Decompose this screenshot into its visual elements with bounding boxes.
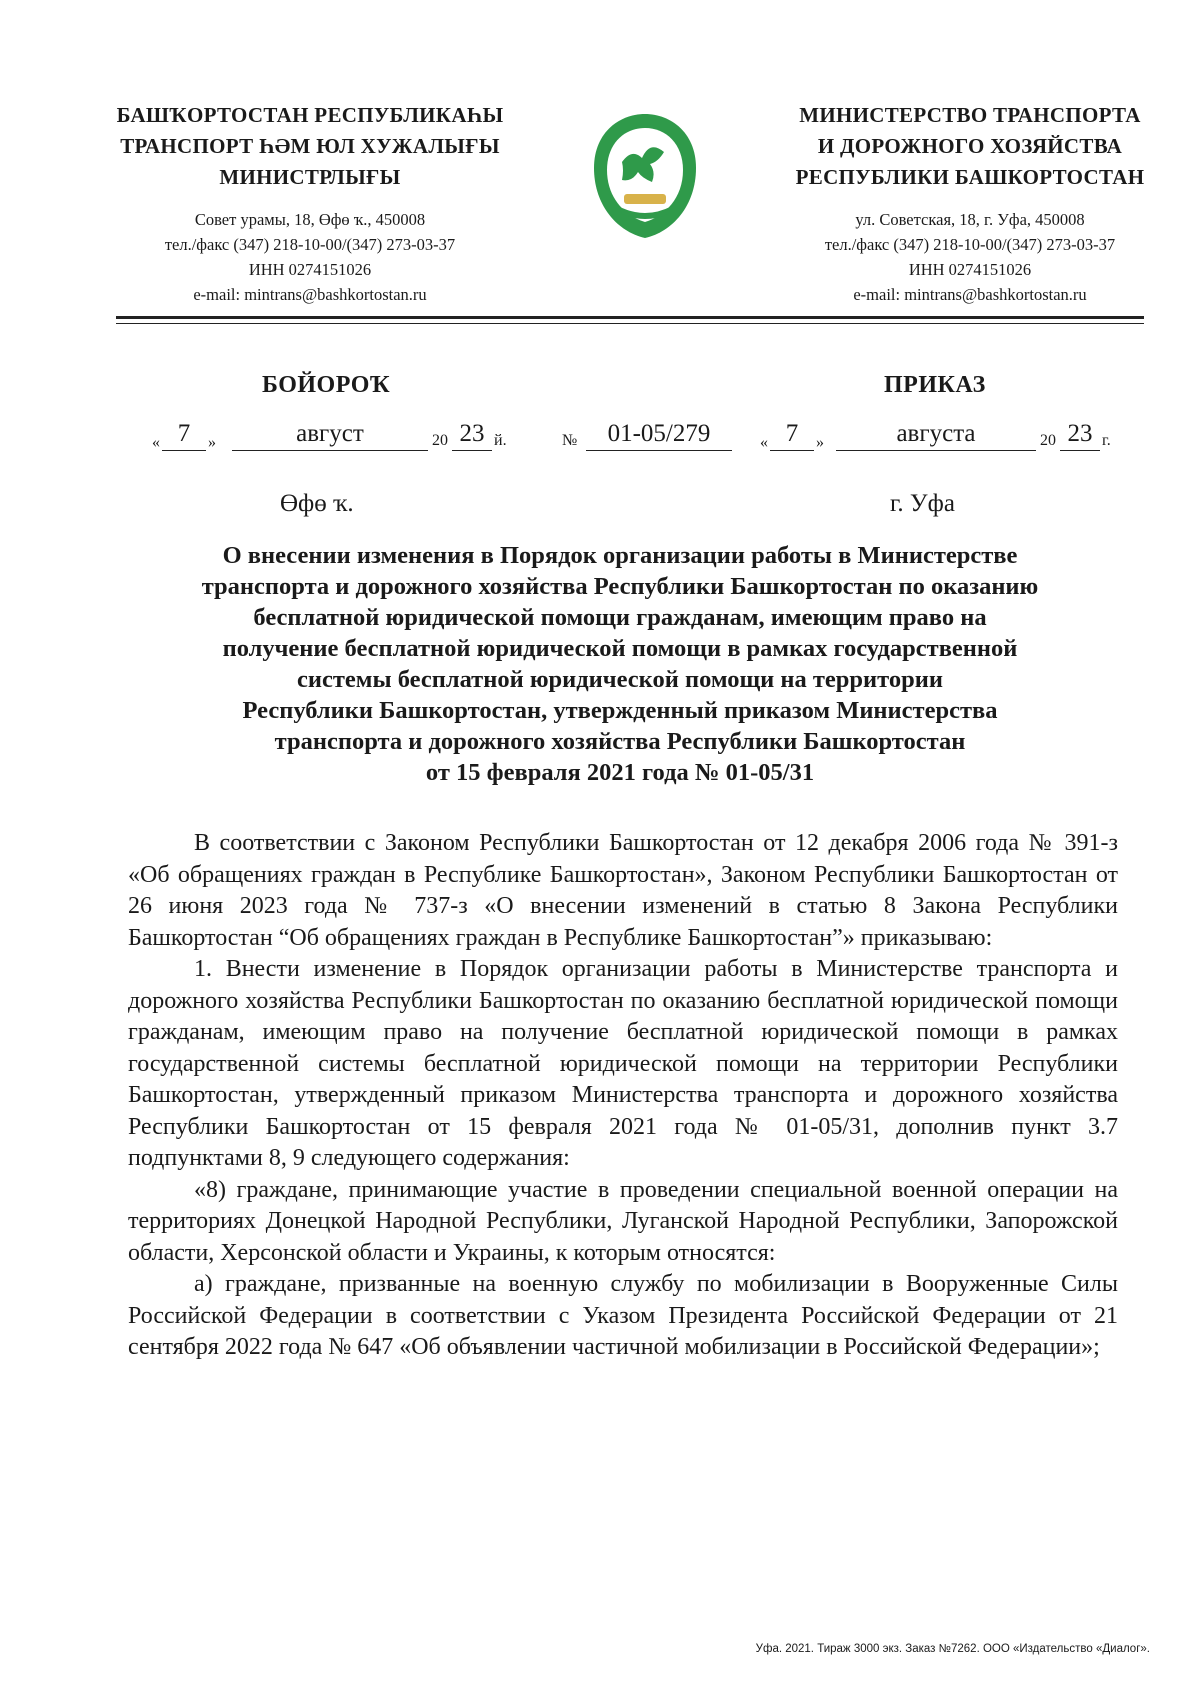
doctype-bashkir: БОЙОРОҠ	[262, 372, 391, 398]
inn: ИНН 0274151026	[248, 260, 372, 279]
org-name-bashkir	[100, 100, 520, 193]
close-quote: »	[208, 434, 216, 451]
org-line: МИНИСТРЛЫҒЫ	[219, 165, 401, 189]
body-paragraph: В соответствии с Законом Республики Башкортостан от 12 декабря 2006 года № 391-з «Об обращениях граждан в Республике Башкортостан», Законом Республики Башкортостан от 26 июня 2023 года № 737-з «О внесении изменений в статью 8 Закона Республики Башкортостан “Об обращениях граждан в Республике Башкортостан”» приказываю:	[128, 830, 1118, 951]
city-russian: г. Уфа	[890, 490, 955, 517]
year-prefix: 20	[432, 432, 448, 449]
inn: ИНН 0274151026	[908, 260, 1032, 279]
title-line: бесплатной юридической помощи гражданам, имеющим право на	[253, 604, 987, 631]
org-line: МИНИСТЕРСТВО ТРАНСПОРТА	[799, 103, 1141, 127]
header-right	[780, 100, 1160, 307]
year-suffix: й.	[494, 432, 507, 449]
document-body	[128, 828, 1118, 1364]
title-line: получение бесплатной юридической помощи в рамках государственной	[222, 635, 1018, 662]
date-month-right: августа	[836, 418, 1036, 451]
title-line: системы бесплатной юридической помощи на территории	[297, 666, 943, 693]
body-paragraph: 1. Внести изменение в Порядок организации работы в Министерстве транспорта и дорожного хозяйства Республики Башкортостан по оказанию бесплатной юридической помощи гражданам, имеющим право на получение бесплатной юридической помощи в рамках государственной системы бесплатной юридической помощи на территории Республики Башкортостан, утвержденный приказом Министерства транспорта и дорожного хозяйства Республики Башкортостан от 15 февраля 2021 года № 01-05/31, дополнив пункт 3.7 подпунктами 8, 9 следующего содержания:	[128, 956, 1118, 1171]
org-line: РЕСПУБЛИКИ БАШКОРТОСТАН	[795, 165, 1145, 189]
doctype-russian: ПРИКАЗ	[884, 372, 986, 398]
printer-footer: Уфа. 2021. Тираж 3000 экз. Заказ №7262. ООО «Издательство «Диалог».	[755, 1643, 1150, 1655]
header-left	[100, 100, 520, 307]
address: Совет урамы, 18, Өфө ҡ., 450008	[194, 210, 426, 229]
email: e-mail: mintrans@bashkortostan.ru	[853, 285, 1087, 304]
title-line: О внесении изменения в Порядок организации работы в Министерстве	[222, 542, 1018, 569]
document-title	[140, 540, 1100, 788]
number-sign: №	[562, 432, 578, 449]
order-number: 01-05/279	[586, 418, 732, 451]
year-prefix: 20	[1040, 432, 1056, 449]
org-name-russian	[780, 100, 1160, 193]
address: ул. Советская, 18, г. Уфа, 450008	[855, 210, 1085, 229]
open-quote: «	[760, 434, 768, 451]
title-line: транспорта и дорожного хозяйства Республики Башкортостан	[274, 728, 966, 755]
year-suffix: г.	[1102, 432, 1111, 449]
contact-block-left	[100, 207, 520, 307]
date-day-left: 7	[162, 418, 206, 451]
phone: тел./факс (347) 218-10-00/(347) 273-03-37	[164, 235, 456, 254]
org-line: ТРАНСПОРТ ҺӘМ ЮЛ ХУЖАЛЫҒЫ	[120, 134, 500, 158]
header-divider-thin	[116, 323, 1144, 324]
coat-of-arms-emblem	[588, 110, 702, 242]
body-paragraph: «8) граждане, принимающие участие в проведении специальной военной операции на территориях Донецкой Народной Республики, Луганской Народной Республики, Запорожской области, Херсонской области и Украины, к которым относятся:	[128, 1176, 1118, 1266]
email: e-mail: mintrans@bashkortostan.ru	[193, 285, 427, 304]
contact-block-right	[780, 207, 1160, 307]
title-line: от 15 февраля 2021 года № 01-05/31	[425, 759, 815, 786]
date-month-left: август	[232, 418, 428, 451]
org-line: И ДОРОЖНОГО ХОЗЯЙСТВА	[817, 134, 1123, 158]
header-divider-thick	[116, 316, 1144, 319]
title-line: транспорта и дорожного хозяйства Республики Башкортостан по оказанию	[201, 573, 1039, 600]
date-year-left: 23	[452, 418, 492, 451]
org-line: БАШҠОРТОСТАН РЕСПУБЛИКАҺЫ	[116, 103, 504, 127]
title-line: Республики Башкортостан, утвержденный приказом Министерства	[242, 697, 998, 724]
date-day-right: 7	[770, 418, 814, 451]
city-bashkir: Өфө ҡ.	[280, 490, 354, 517]
body-paragraph: а) граждане, призванные на военную службу по мобилизации в Вооруженные Силы Российской Федерации в соответствии с Указом Президента Российской Федерации от 21 сентября 2022 года № 647 «Об объявлении частичной мобилизации в Российской Федерации»;	[128, 1271, 1118, 1360]
close-quote: »	[816, 434, 824, 451]
date-year-right: 23	[1060, 418, 1100, 451]
open-quote: «	[152, 434, 160, 451]
phone: тел./факс (347) 218-10-00/(347) 273-03-37	[824, 235, 1116, 254]
